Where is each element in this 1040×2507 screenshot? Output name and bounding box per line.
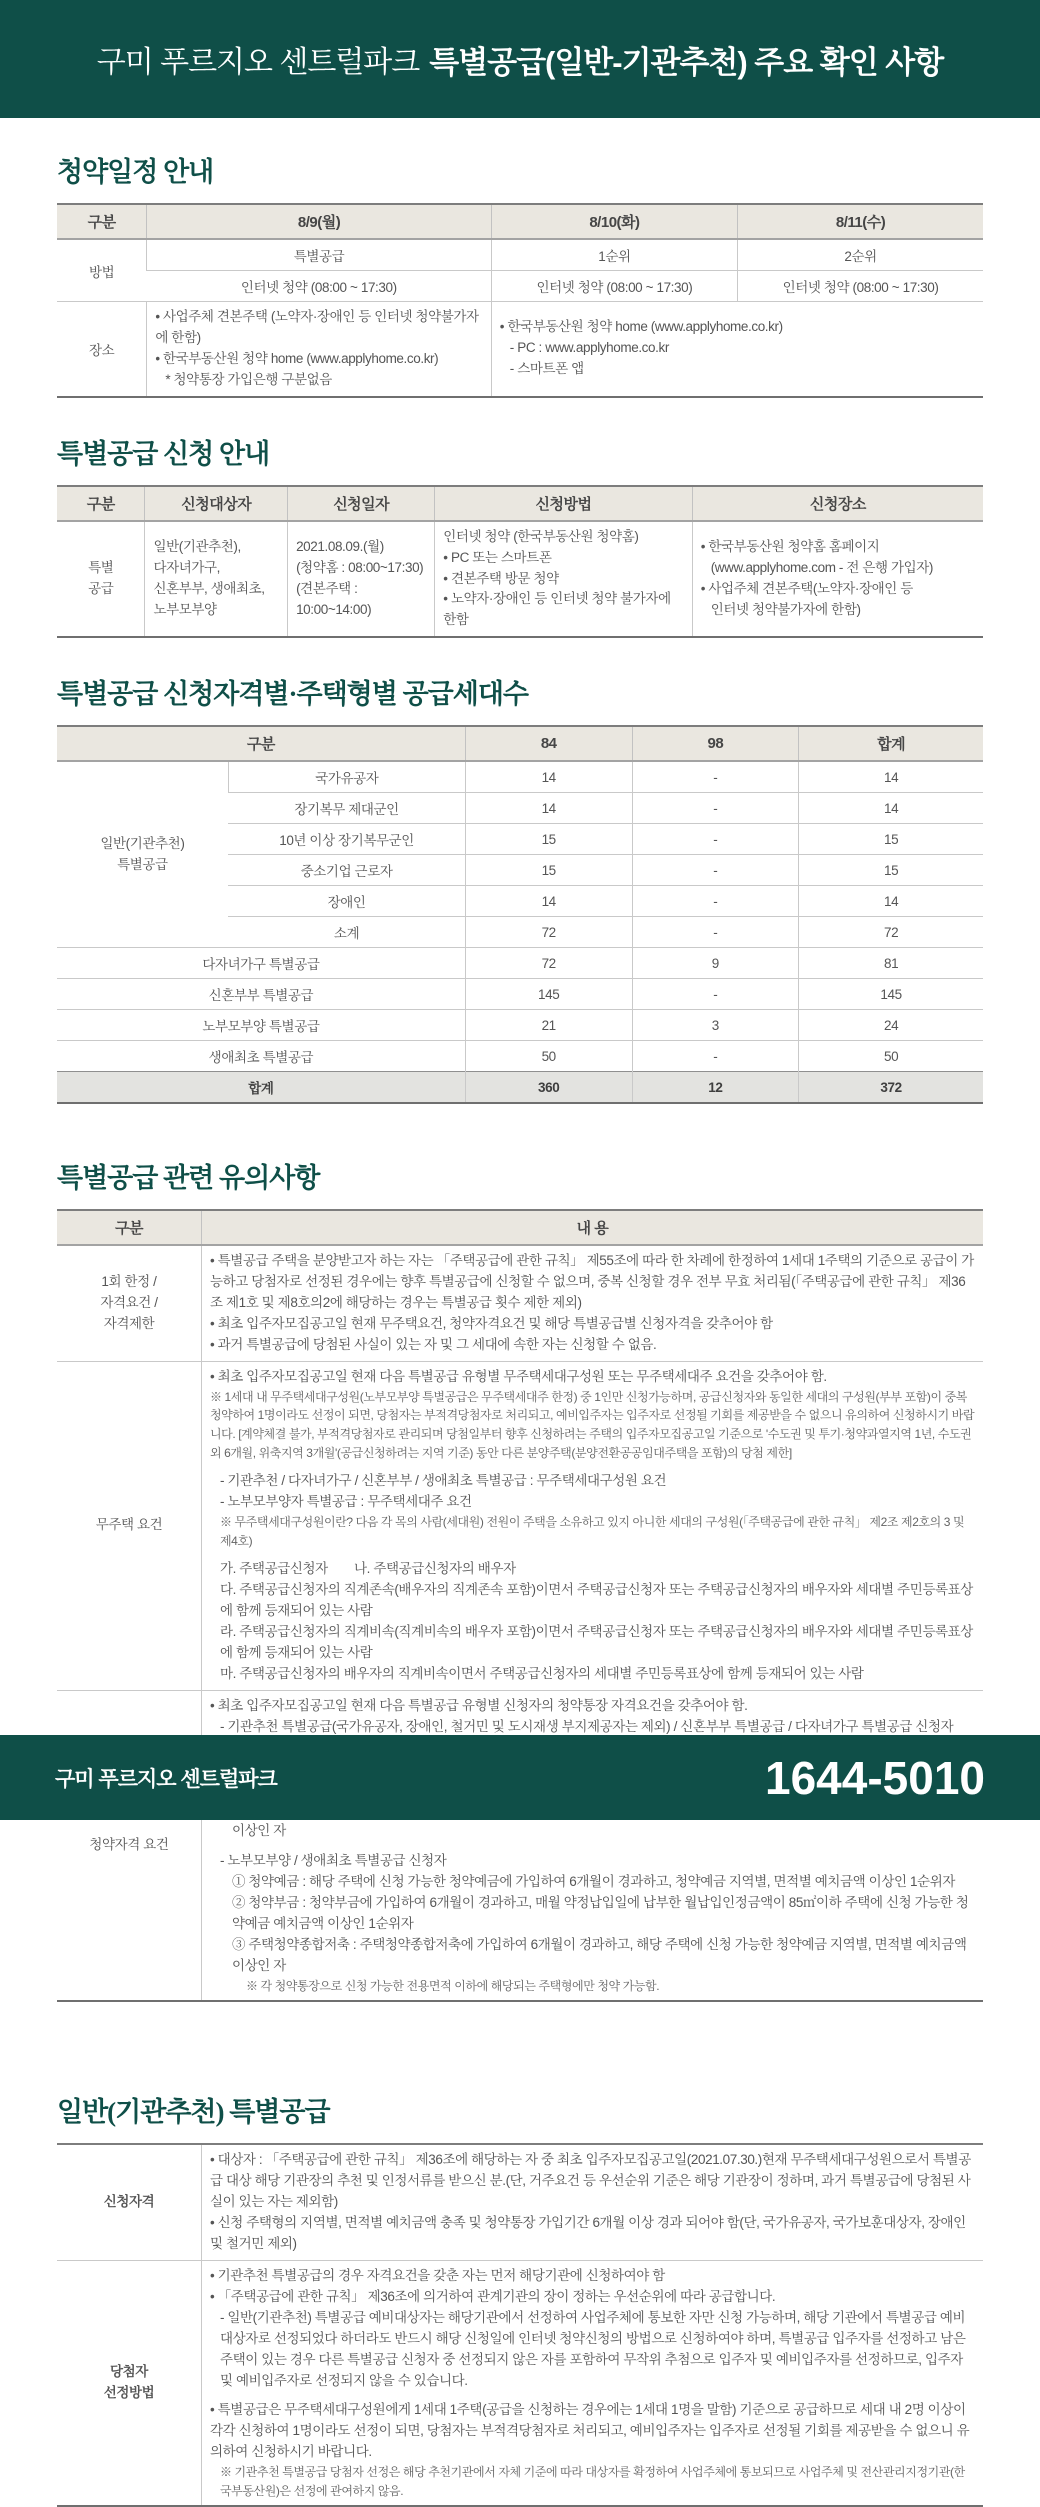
table-row [57, 761, 983, 793]
cell: - [632, 761, 799, 793]
note-item: ※ 무주택세대구성원이란? 다음 각 목의 사람(세대원) 전원이 주택을 소유하고 있지 아니한 세대의 구성원(「주택공급에 관한 규칙」 제2조 제2호의 3 및 제4호) [219, 1515, 965, 1548]
cell [435, 521, 692, 638]
note-item: • 신청 주택형의 지역별, 면적별 예치금액 충족 및 청약통장 가입기간 6개월 이상 경과 되어야 함(단, 국가유공자, 국가보훈대상자, 장애인 및 철거민 제외) [209, 2215, 966, 2252]
note-item: 가. 주택공급신청자 나. 주택공급신청자의 배우자 [219, 1561, 516, 1577]
list-item: • PC 또는 스마트폰 [443, 549, 552, 565]
note-item: • 기관추천 특별공급의 경우 자격요건을 갖춘 자는 먼저 해당기관에 신청하여야 함 [209, 2267, 665, 2283]
col-header: 신청장소 [692, 486, 983, 521]
table-row [57, 2260, 983, 2506]
label-line: 신청자격 [103, 2194, 155, 2210]
cell: 14 [465, 793, 632, 824]
note-item: • 「주택공급에 관한 규칙」 제36조에 의거하여 관계기관의 장이 정하는 우선순위에 따라 공급합니다. [209, 2288, 776, 2304]
label-line: 특별공급 [117, 856, 168, 872]
top-banner [0, 0, 1040, 118]
col-header: 98 [632, 726, 799, 761]
page-title: 특별공급(일반-기관추천) 주요 확인 사항 [429, 44, 944, 80]
col-header: 구분 [57, 486, 145, 521]
col-header: 신청방법 [435, 486, 692, 521]
list-item: • 한국부동산원 청약 home (www.applyhome.co.kr) [155, 350, 439, 366]
note-item: ※ 기관추천 특별공급 당첨자 선정은 해당 추천기관에서 자체 기준에 따라 대상자를 확정하여 사업주체에 통보되므로 사업주체 및 전산관리지정기관(한국부동산원)은 선정에 관여하지 않음. [219, 2465, 965, 2498]
cell: - [632, 793, 799, 824]
note-item: ※ 1세대 내 무주택세대구성원(노부모부양 특별공급은 무주택세대주 한정) 중 1인만 신청가능하며, 공급신청자와 동일한 세대의 구성원(부부 포함)이 중복 청약하여 1명이라도 선정이 되면, 당첨자는 부적격당첨자로 처리되고, 예비입주자는 입주자로 선정될 기회를 제공받을 수 없으니 유의하여 신청하시기 바랍니다. [계약체결 불가, 부적격당첨자로 관리되며 당첨일부터 향후 신청하려는 주택의 입주자모집공고일 기준으로 '수도권 및 투기·청약과열지역 1년, 수도권외 6개월, 위축지역 3개월'(공급신청하려는 지역 기준) 동안 다른 분양주택(분양전환공공임대주택을 포함)의 당첨 제한] [209, 1389, 975, 1460]
row-label [57, 2144, 201, 2260]
note-item: • 최초 입주자모집공고일 현재 다음 특별공급 유형별 무주택세대구성원 또는 무주택세대주 요건을 갖추어야 함. [209, 1368, 827, 1384]
cell: 14 [799, 761, 983, 793]
col-header: 8/11(수) [738, 204, 983, 239]
col-header: 신청대상자 [145, 486, 288, 521]
cell: 72 [465, 948, 632, 979]
section-heading-application: 특별공급 신청 안내 [57, 438, 270, 469]
label-line: 당첨자 [110, 2364, 148, 2380]
note-item: ② 청약부금 : 청약부금에 가입하여 6개월이 경과하고, 매월 약정납입일에 납부한 월납입인정금액이 85㎡이하 주택에 신청 가능한 청약예금 예치금액 이상인 1순위자 [231, 1895, 969, 1931]
list-item: • 한국부동산원 청약홈 홈페이지 [700, 539, 880, 555]
cell [145, 521, 288, 638]
table-row [57, 948, 983, 979]
note-item: • 대상자 : 「주택공급에 관한 규칙」 제36조에 해당하는 자 중 최초 입주자모집공고일(2021.07.30.)현재 무주택세대구성원으로서 특별공급 대상 해당 기관장의 추천 및 인정서류를 받으신 분.(단, 거주요건 등 우선순위 기준은 해당 기관장이 정하며, 과거 특별공급에 당첨된 사실이 있는 자는 제외함) [209, 2152, 971, 2210]
section-heading-general: 일반(기관추천) 특별공급 [57, 2097, 330, 2128]
notes-table [57, 1209, 983, 2002]
cell: 15 [465, 824, 632, 855]
table-row [57, 1010, 983, 1041]
cell: 81 [799, 948, 983, 979]
section-heading-supply: 특별공급 신청자격별·주택형별 공급세대수 [57, 679, 528, 710]
cell: 신혼부부 특별공급 [57, 979, 465, 1010]
table-row [57, 1245, 983, 1361]
cell: - [632, 1041, 799, 1072]
cell: 360 [465, 1072, 632, 1104]
note-item: ① 청약예금 : 해당 주택에 신청 가능한 청약예금에 가입하여 6개월이 경과하고, 청약예금 지역별, 면적별 예치금액 이상인 1순위자 [231, 1874, 955, 1890]
cell: 9 [632, 948, 799, 979]
cell: 2순위 [738, 239, 983, 271]
note-item: - 기관추천 특별공급(국가유공자, 장애인, 철거민 및 도시재생 부지제공자는 제외) / 신혼부부 특별공급 / 다자녀가구 특별공급 신청자 [219, 1718, 954, 1734]
cell: 14 [465, 886, 632, 917]
list-item: • 견본주택 방문 청약 [443, 570, 559, 586]
list-item: - PC : www.applyhome.co.kr [509, 340, 669, 356]
note-item: - 기관추천 / 다자녀가구 / 신혼부부 / 생애최초 특별공급 : 무주택세대구성원 요건 [219, 1473, 667, 1489]
list-item: (청약홈 : 08:00~17:30) [296, 560, 424, 576]
cell: 인터넷 청약 (08:00 ~ 17:30) [738, 271, 983, 302]
footer-project-name: 구미 푸르지오 센트럴파크 [55, 1767, 277, 1791]
cell: 1순위 [491, 239, 737, 271]
note-item: • 최초 입주자모집공고일 현재 무주택요건, 청약자격요건 및 해당 특별공급별 신청자격을 갖추어야 함 [209, 1316, 773, 1332]
cell: 중소기업 근로자 [228, 855, 465, 886]
label-line: 청약자격 요건 [89, 1837, 169, 1853]
cell: - [632, 824, 799, 855]
cell: 21 [465, 1010, 632, 1041]
cell [201, 1245, 983, 1361]
note-item: • 최초 입주자모집공고일 현재 다음 특별공급 유형별 신청자의 청약통장 자격요건을 갖추어야 함. [209, 1697, 748, 1713]
cell: 72 [465, 917, 632, 948]
label-line: 자격제한 [103, 1316, 155, 1332]
col-header: 구분 [57, 726, 465, 761]
cell: - [632, 886, 799, 917]
note-item: • 특별공급 주택을 분양받고자 하는 자는 「주택공급에 관한 규칙」 제55조에 따라 한 차례에 한정하여 1세대 1주택의 기준으로 공급이 가능하고 당첨자로 선정된 경우에는 향후 특별공급에 신청할 수 없으며, 중복 신청할 경우 전부 무효 처리됨(「주택공급에 관한 규칙」 제36조 제1호 및 제8호의2에 해당하는 경우는 특별공급 횟수 제한 제외) [209, 1253, 974, 1311]
cell: 생애최초 특별공급 [57, 1041, 465, 1072]
content-area [0, 118, 1040, 2507]
cell: 인터넷 청약 (08:00 ~ 17:30) [147, 271, 491, 302]
note-item: 다. 주택공급신청자의 직계존속(배우자의 직계존속 포함)이면서 주택공급신청자 또는 주택공급신청자의 배우자와 세대별 주민등록표상에 함께 등재되어 있는 사람 [219, 1582, 973, 1619]
cell: 15 [799, 824, 983, 855]
project-name: 구미 푸르지오 센트럴파크 [96, 46, 420, 79]
label-line: 특별 [88, 560, 114, 576]
list-item: 인터넷 청약불가자에 한함) [710, 601, 861, 617]
cell: 3 [632, 1010, 799, 1041]
cell: 소계 [228, 917, 465, 948]
notes-header-row [57, 1210, 983, 1245]
list-item: 인터넷 청약 (한국부동산원 청약홈) [443, 528, 639, 544]
cell: 장기복무 제대군인 [228, 793, 465, 824]
cell: 145 [465, 979, 632, 1010]
list-item: 신혼부부, 생애최초, [153, 580, 265, 596]
cell: - [632, 855, 799, 886]
cell [201, 2260, 983, 2506]
cell: 14 [799, 886, 983, 917]
cell: 145 [799, 979, 983, 1010]
note-item: 이상인 자 [231, 1823, 286, 1839]
note-item: • 과거 특별공급에 당첨된 사실이 있는 자 및 그 세대에 속한 자는 신청할 수 없음. [209, 1336, 657, 1352]
note-item: ※ 각 청약통장으로 신청 가능한 전용면적 이하에 해당되는 주택형에만 청약 가능함. [245, 1978, 660, 1993]
cell: 10년 이상 장기복무군인 [228, 824, 465, 855]
cell: 50 [465, 1041, 632, 1072]
list-item: • 사업주체 견본주택 (노약자·장애인 등 인터넷 청약불가자에 한함) [155, 309, 479, 345]
list-item: • 한국부동산원 청약 home (www.applyhome.co.kr) [499, 319, 783, 335]
list-item: • 노약자·장애인 등 인터넷 청약 불가자에 한함 [443, 591, 671, 628]
cell: 14 [799, 793, 983, 824]
label-line: 자격요건 / [100, 1295, 158, 1311]
col-header: 신청일자 [288, 486, 435, 521]
list-item: * 청약통장 가입은행 구분없음 [165, 371, 332, 387]
row-label [57, 1245, 201, 1361]
bottom-banner [0, 1735, 1040, 1820]
note-item: - 노부모부양 / 생애최초 특별공급 신청자 [219, 1853, 447, 1869]
list-item: 2021.08.09.(월) [296, 539, 384, 555]
col-header: 84 [465, 726, 632, 761]
table-row [57, 302, 983, 397]
label-line: 1회 한정 / [101, 1274, 157, 1290]
supply-table [57, 725, 983, 1104]
cell [201, 2144, 983, 2260]
cell: 특별공급 [147, 239, 491, 271]
list-item: - 스마트폰 앱 [509, 361, 584, 377]
cell: - [632, 979, 799, 1010]
row-label: 방법 [89, 264, 115, 280]
note-item: - 노부모부양자 특별공급 : 무주택세대주 요건 [219, 1494, 472, 1510]
schedule-table [57, 203, 983, 398]
label-line: 무주택 요건 [95, 1517, 163, 1533]
cell: 인터넷 청약 (08:00 ~ 17:30) [491, 271, 737, 302]
col-header: 구분 [57, 204, 147, 239]
cell: 12 [632, 1072, 799, 1104]
cell: 노부모부양 특별공급 [57, 1010, 465, 1041]
section-heading-notes: 특별공급 관련 유의사항 [57, 1163, 320, 1194]
col-header: 내 용 [201, 1210, 983, 1245]
list-item: (견본주택 : 10:00~14:00) [296, 580, 372, 617]
schedule-header-row [57, 204, 983, 239]
note-item: 라. 주택공급신청자의 직계비속(직계비속의 배우자 포함)이면서 주택공급신청자 또는 주택공급신청자의 배우자와 세대별 주민등록표상에 함께 등재되어 있는 사람 [219, 1624, 973, 1660]
col-header: 8/9(월) [147, 204, 491, 239]
table-row [57, 521, 983, 638]
cell: - [632, 917, 799, 948]
cell: 합계 [57, 1072, 465, 1104]
cell: 다자녀가구 특별공급 [57, 948, 465, 979]
note-item: 마. 주택공급신청자의 배우자의 직계비속이면서 주택공급신청자의 세대별 주민등록표상에 함께 등재되어 있는 사람 [219, 1665, 864, 1681]
note-item: - 일반(기관추천) 특별공급 예비대상자는 해당기관에서 선정하여 사업주체에 통보한 자만 신청 가능하며, 해당 기관에서 특별공급 예비대상자로 선정되었다 하더라도 반드시 해당 신청일에 인터넷 청약신청의 방법으로 신청하여야 하며, 특별공급 입주자를 선정하고 남은 주택이 있는 경우 다른 특별공급 신청자 중 선정되지 않은 자를 포함하여 무작위 추첨으로 입주자 및 예비입주자를 선정하므로, 입주자 및 예비입주자로 선정되지 않을 수 있습니다. [219, 2309, 966, 2388]
list-item: 노부모부양 [153, 601, 217, 617]
table-row [57, 2144, 983, 2260]
label-line: 일반(기관추천) [100, 835, 185, 851]
table-row [57, 1361, 983, 1690]
col-header: 합계 [799, 726, 983, 761]
table-row [57, 271, 983, 302]
list-item: (www.applyhome.com - 전 은행 가입자) [710, 560, 933, 576]
cell: 50 [799, 1041, 983, 1072]
application-header-row [57, 486, 983, 521]
row-label [57, 2260, 201, 2506]
col-header: 구분 [57, 1210, 201, 1245]
cell: 24 [799, 1010, 983, 1041]
group-label [57, 761, 228, 948]
cell: 국가유공자 [228, 761, 465, 793]
table-row [57, 239, 983, 271]
table-row [57, 979, 983, 1010]
cell: 372 [799, 1072, 983, 1104]
cell: 14 [465, 761, 632, 793]
list-item: 다자녀가구, [153, 560, 221, 576]
note-item: • 특별공급은 무주택세대구성원에게 1세대 1주택(공급을 신청하는 경우에는 1세대 1명을 말함) 기준으로 공급하므로 세대 내 2명 이상이 각각 신청하여 1명이라도 선정이 되면, 당첨자는 부적격당첨자로 처리되고, 예비입주자는 입주자로 선정될 기회를 제공받을 수 없으니 유의하여 신청하시기 바랍니다. [209, 2402, 970, 2460]
total-row [57, 1072, 983, 1104]
footer-phone-number: 1644-5010 [765, 1751, 985, 1804]
cell [491, 302, 983, 397]
general-table [57, 2143, 983, 2507]
row-label [57, 1361, 201, 1690]
cell: 72 [799, 917, 983, 948]
cell [201, 1361, 983, 1690]
table-row [57, 1041, 983, 1072]
cell [692, 521, 983, 638]
cell: 장애인 [228, 886, 465, 917]
note-item: ③ 주택청약종합저축 : 주택청약종합저축에 가입하여 6개월이 경과하고, 해당 주택에 신청 가능한 청약예금 지역별, 면적별 예치금액 이상인 자 [231, 1936, 967, 1973]
list-item: • 사업주체 견본주택(노약자·장애인 등 [700, 580, 913, 596]
col-header: 8/10(화) [491, 204, 737, 239]
cell [288, 521, 435, 638]
supply-header-row [57, 726, 983, 761]
cell: 15 [799, 855, 983, 886]
cell: 15 [465, 855, 632, 886]
label-line: 선정방법 [103, 2385, 155, 2401]
label-line: 공급 [88, 580, 114, 596]
application-table [57, 485, 983, 639]
cell [147, 302, 491, 397]
row-label [57, 521, 145, 638]
section-heading-schedule: 청약일정 안내 [57, 157, 214, 187]
list-item: 일반(기관추천), [153, 539, 241, 555]
row-label: 장소 [57, 302, 147, 397]
